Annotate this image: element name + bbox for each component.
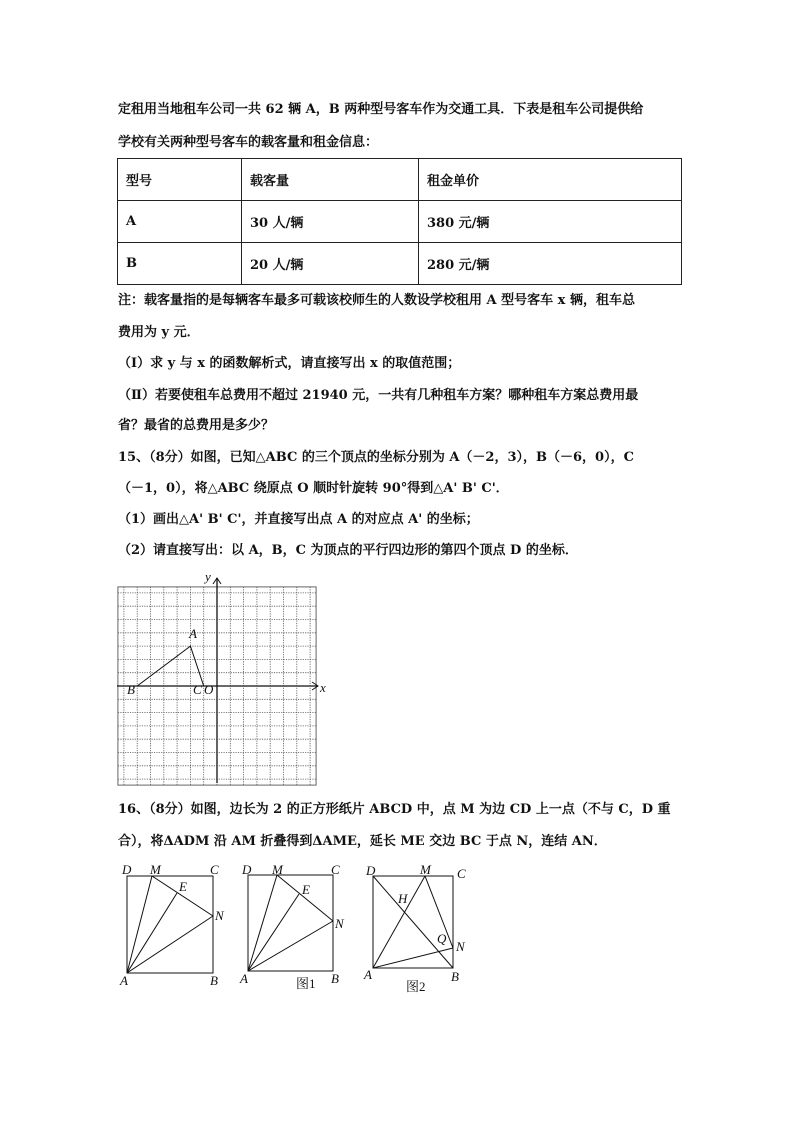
fig1-label-e: E [302,882,310,897]
triangle-abc [137,646,204,686]
table-cell: A [118,201,242,243]
fig0-label-a: A [120,973,128,988]
fig1-label-m: M [272,862,283,877]
q14-part2-line2: 省？最省的总费用是多少？ [118,418,275,433]
q14-text-line2: 学校有关两种型号客车的载客量和租金信息： [118,135,379,150]
point-a-label: A [189,626,197,641]
q14-note-line1: 注：载客量指的是每辆客车最多可载该校师生的人数设学校租用 A 型号客车 x 辆，租车总 [118,293,635,308]
q16-text-line2: 合），将ΔADM 沿 AM 折叠得到ΔAME，延长 ME 交边 BC 于点 N，连结 AN． [118,834,607,849]
y-axis-label: y [205,569,211,584]
q15-part1: （1）画出△A' B' C'，并直接写出点 A 的对应点 A' 的坐标； [118,512,479,527]
q14-text-line1: 定租用当地租车公司一共 62 辆 A，B 两种型号客车作为交通工具．下表是租车公司提供给 [118,102,644,117]
square-figure-0 [127,876,213,973]
origin-label: O [204,682,214,697]
table-cell: 30 人/辆 [242,201,419,243]
table-cell: 380 元/辆 [419,201,682,243]
fig2-label-d: D [366,863,376,878]
fig2-caption: 图2 [406,979,426,994]
fig2-label-h: H [398,891,408,906]
x-axis-label: x [320,680,326,695]
table-cell: B [118,243,242,285]
q16-text-line1: 16、（8分）如图，边长为 2 的正方形纸片 ABCD 中，点 M 为边 CD 上一点（不与 C，D 重 [118,802,671,817]
table-cell: 280 元/辆 [419,243,682,285]
table-header: 租金单价 [419,159,682,201]
fig1-label-n: N [335,916,344,931]
q14-part2-line1: （Ⅱ）若要使租车总费用不超过 21940 元，一共有几种租车方案？哪种租车方案总费用最 [118,388,639,403]
fig2-label-n: N [456,939,465,954]
fig1-label-d: D [242,862,252,877]
fig0-label-e: E [179,879,187,894]
table-header: 载客量 [242,159,419,201]
q14-part1: （Ⅰ）求 y 与 x 的函数解析式，请直接写出 x 的取值范围； [118,356,461,371]
fig2-label-c: C [457,866,466,881]
q14-note-line2: 费用为 y 元． [118,325,200,340]
fig0-label-c: C [210,862,219,877]
fig2-label-q: Q [437,931,447,946]
point-b-label: B [127,682,135,697]
table-header: 型号 [118,159,242,201]
q15-part2: （2）请直接写出：以 A，B，C 为顶点的平行四边形的第四个顶点 D 的坐标． [118,543,578,558]
fig2-label-m: M [420,862,431,877]
q15-text-line2: （－1，0），将△ABC 绕原点 O 顺时针旋转 90°得到△A' B' C'． [118,481,509,496]
fig0-label-n: N [215,908,224,923]
fig2-label-a: A [364,967,372,982]
fig1-label-b: B [331,971,339,986]
fig1-label-c: C [331,862,340,877]
fig1-label-a: A [240,971,248,986]
square-figure-1 [248,875,333,971]
fig0-label-m: M [150,862,161,877]
fig1-caption: 图1 [296,976,316,991]
fig2-label-b: B [451,969,459,984]
square-figure-2 [373,876,453,968]
q15-text-line1: 15、（8分）如图，已知△ABC 的三个顶点的坐标分别为 A（－2，3），B（－6，0），C [118,450,634,465]
fig0-label-b: B [210,973,218,988]
point-c-label: C [193,682,202,697]
fig0-label-d: D [122,862,132,877]
table-cell: 20 人/辆 [242,243,419,285]
